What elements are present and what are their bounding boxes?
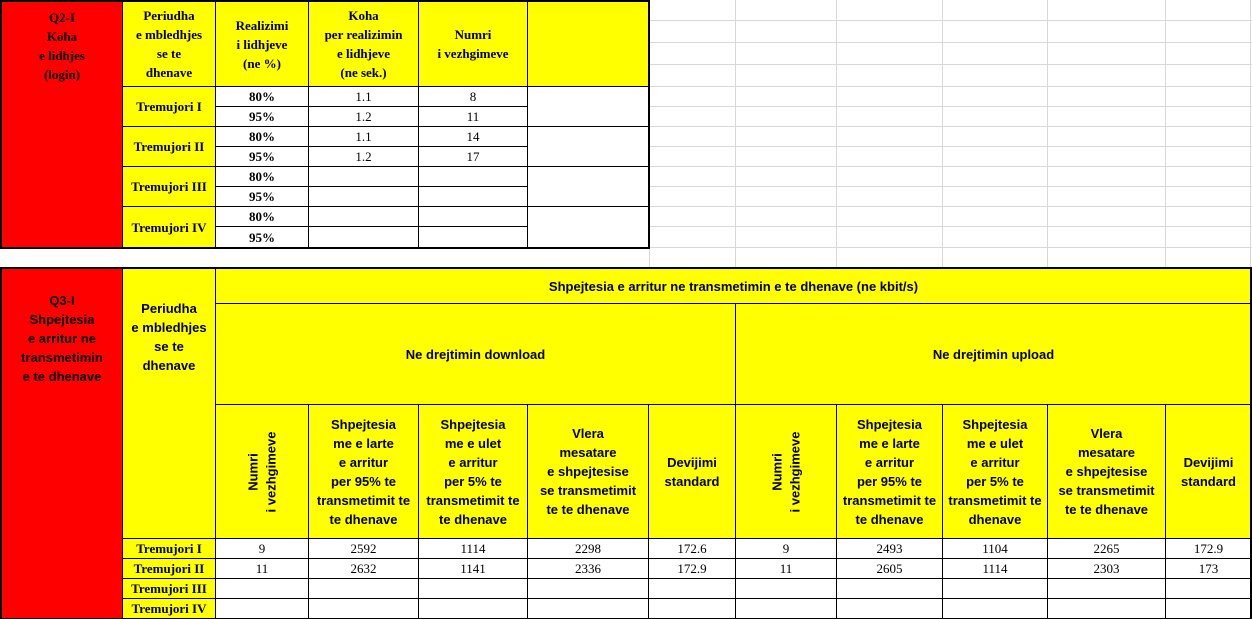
q2-quarter-4: Tremujori IV [122, 206, 216, 248]
q3-cell[interactable] [418, 598, 528, 619]
q2-cell-empty[interactable] [527, 166, 649, 207]
q3-period-header: Periudha e mbledhjes se te dhenave [122, 268, 216, 539]
q2-cell[interactable]: 8 [418, 86, 528, 107]
q2-cell[interactable]: 95% [215, 186, 309, 207]
q3-quarter-2: Tremujori II [122, 558, 216, 579]
q3-cell[interactable]: 173 [1165, 558, 1252, 579]
q2-cell[interactable]: 1.1 [308, 86, 419, 107]
q3-cell[interactable] [215, 578, 309, 599]
q3-main-header: Shpejtesia e arritur ne transmetimin e te dhenave (ne kbit/s) [215, 268, 1252, 304]
q2-quarter-1: Tremujori I [122, 86, 216, 127]
q2-cell[interactable]: 1.1 [308, 126, 419, 147]
q3-quarter-4: Tremujori IV [122, 598, 216, 619]
q2-cell[interactable] [418, 226, 528, 248]
q2-cell[interactable] [418, 206, 528, 227]
q3-cell[interactable]: 9 [215, 538, 309, 559]
q3-cell[interactable] [735, 598, 837, 619]
q3-cell[interactable]: 9 [735, 538, 837, 559]
q3-cell[interactable] [527, 578, 649, 599]
q3-cell[interactable] [648, 578, 736, 599]
q3-cell[interactable]: 2298 [527, 538, 649, 559]
q3-dl-col-count: Numri i vezhgimeve [215, 404, 309, 539]
q3-cell[interactable] [527, 598, 649, 619]
q2-cell[interactable]: 95% [215, 226, 309, 248]
q3-ul-col-max: Shpejtesia me e larte e arritur per 95% te transmetimit te te dhenave [836, 404, 943, 539]
q3-cell[interactable] [308, 598, 419, 619]
q3-cell[interactable] [1047, 598, 1166, 619]
q3-cell[interactable] [735, 578, 837, 599]
q3-dl-col-std: Devijimi standard [648, 404, 736, 539]
q2-cell[interactable]: 1.2 [308, 146, 419, 167]
q2-cell[interactable]: 80% [215, 126, 309, 147]
q3-cell[interactable] [836, 578, 943, 599]
q3-cell[interactable]: 11 [215, 558, 309, 579]
q3-cell[interactable]: 1104 [942, 538, 1048, 559]
q3-ul-col-mean: Vlera mesatare e shpejtesise se transmetimit te te dhenave [1047, 404, 1166, 539]
q3-cell[interactable]: 2303 [1047, 558, 1166, 579]
q2-cell[interactable]: 14 [418, 126, 528, 147]
q2-cell[interactable] [308, 166, 419, 187]
q2-cell[interactable]: 95% [215, 106, 309, 127]
q2-cell-empty[interactable] [527, 86, 649, 127]
q3-cell[interactable]: 2605 [836, 558, 943, 579]
q3-dl-col-mean: Vlera mesatare e shpejtesise se transmetimit te te dhenave [527, 404, 649, 539]
q3-cell[interactable]: 2336 [527, 558, 649, 579]
q2-cell[interactable] [308, 206, 419, 227]
q2-cell[interactable]: 95% [215, 146, 309, 167]
q3-cell[interactable]: 172.9 [1165, 538, 1252, 559]
q2-title: Q2-I Koha e lidhjes (login) [1, 1, 123, 248]
q2-cell[interactable]: 17 [418, 146, 528, 167]
q3-dl-col-max: Shpejtesia me e larte e arritur per 95% te transmetimit te te dhenave [308, 404, 419, 539]
q2-cell[interactable] [308, 226, 419, 248]
q3-cell[interactable] [836, 598, 943, 619]
q3-ul-col-std: Devijimi standard [1165, 404, 1252, 539]
q3-upload-header: Ne drejtimin upload [735, 303, 1252, 405]
q3-cell[interactable] [942, 578, 1048, 599]
q2-cell[interactable]: 80% [215, 86, 309, 107]
q2-count-header: Numri i vezhgimeve [418, 1, 528, 87]
q2-cell[interactable]: 80% [215, 166, 309, 187]
q3-cell[interactable]: 1141 [418, 558, 528, 579]
q2-cell[interactable] [418, 166, 528, 187]
q3-cell[interactable]: 1114 [418, 538, 528, 559]
q2-cell[interactable]: 11 [418, 106, 528, 127]
q3-cell[interactable] [215, 598, 309, 619]
q3-cell[interactable]: 172.6 [648, 538, 736, 559]
q2-quarter-3: Tremujori III [122, 166, 216, 207]
q3-quarter-3: Tremujori III [122, 578, 216, 599]
q3-cell[interactable] [308, 578, 419, 599]
q3-cell[interactable] [1165, 598, 1252, 619]
q2-cell[interactable] [308, 186, 419, 207]
q2-cell-empty[interactable] [527, 126, 649, 167]
q2-cell[interactable]: 80% [215, 206, 309, 227]
q2-empty-header [527, 1, 649, 87]
q3-cell[interactable]: 2265 [1047, 538, 1166, 559]
q3-ul-col-count: Numri i vezhgimeve [735, 404, 837, 539]
q2-cell[interactable] [418, 186, 528, 207]
q3-cell[interactable]: 2493 [836, 538, 943, 559]
q3-cell[interactable] [648, 598, 736, 619]
q3-cell[interactable] [1047, 578, 1166, 599]
q3-cell[interactable] [1165, 578, 1252, 599]
q3-cell[interactable]: 1114 [942, 558, 1048, 579]
q2-cell-empty[interactable] [527, 206, 649, 248]
q3-cell[interactable] [942, 598, 1048, 619]
q3-cell[interactable] [418, 578, 528, 599]
q3-cell[interactable]: 172.9 [648, 558, 736, 579]
q3-title: Q3-I Shpejtesia e arritur ne transmetimin e te dhenave [1, 268, 123, 619]
q2-quarter-2: Tremujori II [122, 126, 216, 167]
q3-quarter-1: Tremujori I [122, 538, 216, 559]
q3-cell[interactable]: 2592 [308, 538, 419, 559]
q3-cell[interactable]: 11 [735, 558, 837, 579]
q2-realization-header: Realizimi i lidhjeve (ne %) [215, 1, 309, 87]
q3-ul-col-min: Shpejtesia me e ulet e arritur per 5% te transmetimit te dhenave [942, 404, 1048, 539]
q2-cell[interactable]: 1.2 [308, 106, 419, 127]
q2-period-header: Periudha e mbledhjes se te dhenave [122, 1, 216, 87]
q3-download-header: Ne drejtimin download [215, 303, 736, 405]
q3-cell[interactable]: 2632 [308, 558, 419, 579]
q2-time-header: Koha per realizimin e lidhjeve (ne sek.) [308, 1, 419, 87]
q3-dl-col-min: Shpejtesia me e ulet e arritur per 5% te transmetimit te te dhenave [418, 404, 528, 539]
